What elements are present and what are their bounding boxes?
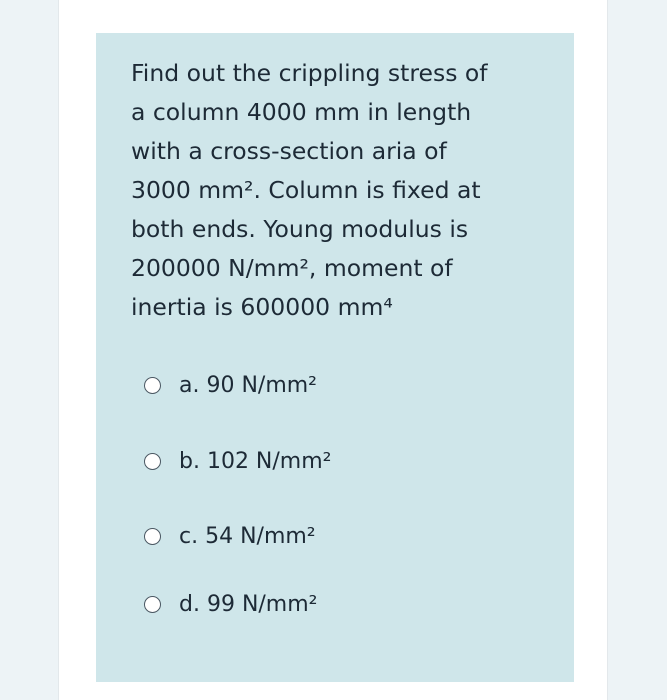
question-line: Find out the crippling stress of — [131, 59, 488, 87]
question-line: 200000 N/mm², moment of — [131, 254, 453, 282]
radio-circle-icon[interactable] — [144, 528, 161, 545]
radio-circle-icon[interactable] — [144, 377, 161, 394]
question-panel — [96, 33, 574, 682]
question-line: with a cross-section aria of — [131, 137, 447, 165]
question-line: both ends. Young modulus is — [131, 215, 469, 243]
option-d-label: d. 99 N/mm² — [179, 591, 318, 617]
radio-circle-icon[interactable] — [144, 453, 161, 470]
question-text — [131, 54, 551, 327]
option-b[interactable] — [144, 443, 332, 479]
option-c[interactable] — [144, 518, 316, 554]
radio-circle-icon[interactable] — [144, 596, 161, 613]
question-line: a column 4000 mm in length — [131, 98, 472, 126]
question-line: 3000 mm². Column is fixed at — [131, 176, 481, 204]
option-c-label: c. 54 N/mm² — [179, 523, 316, 549]
question-card — [58, 0, 608, 700]
option-b-label: b. 102 N/mm² — [179, 448, 332, 474]
option-a-label: a. 90 N/mm² — [179, 372, 318, 398]
question-line: inertia is 600000 mm⁴ — [131, 293, 393, 321]
option-a[interactable] — [144, 367, 317, 403]
option-d[interactable] — [144, 586, 318, 622]
